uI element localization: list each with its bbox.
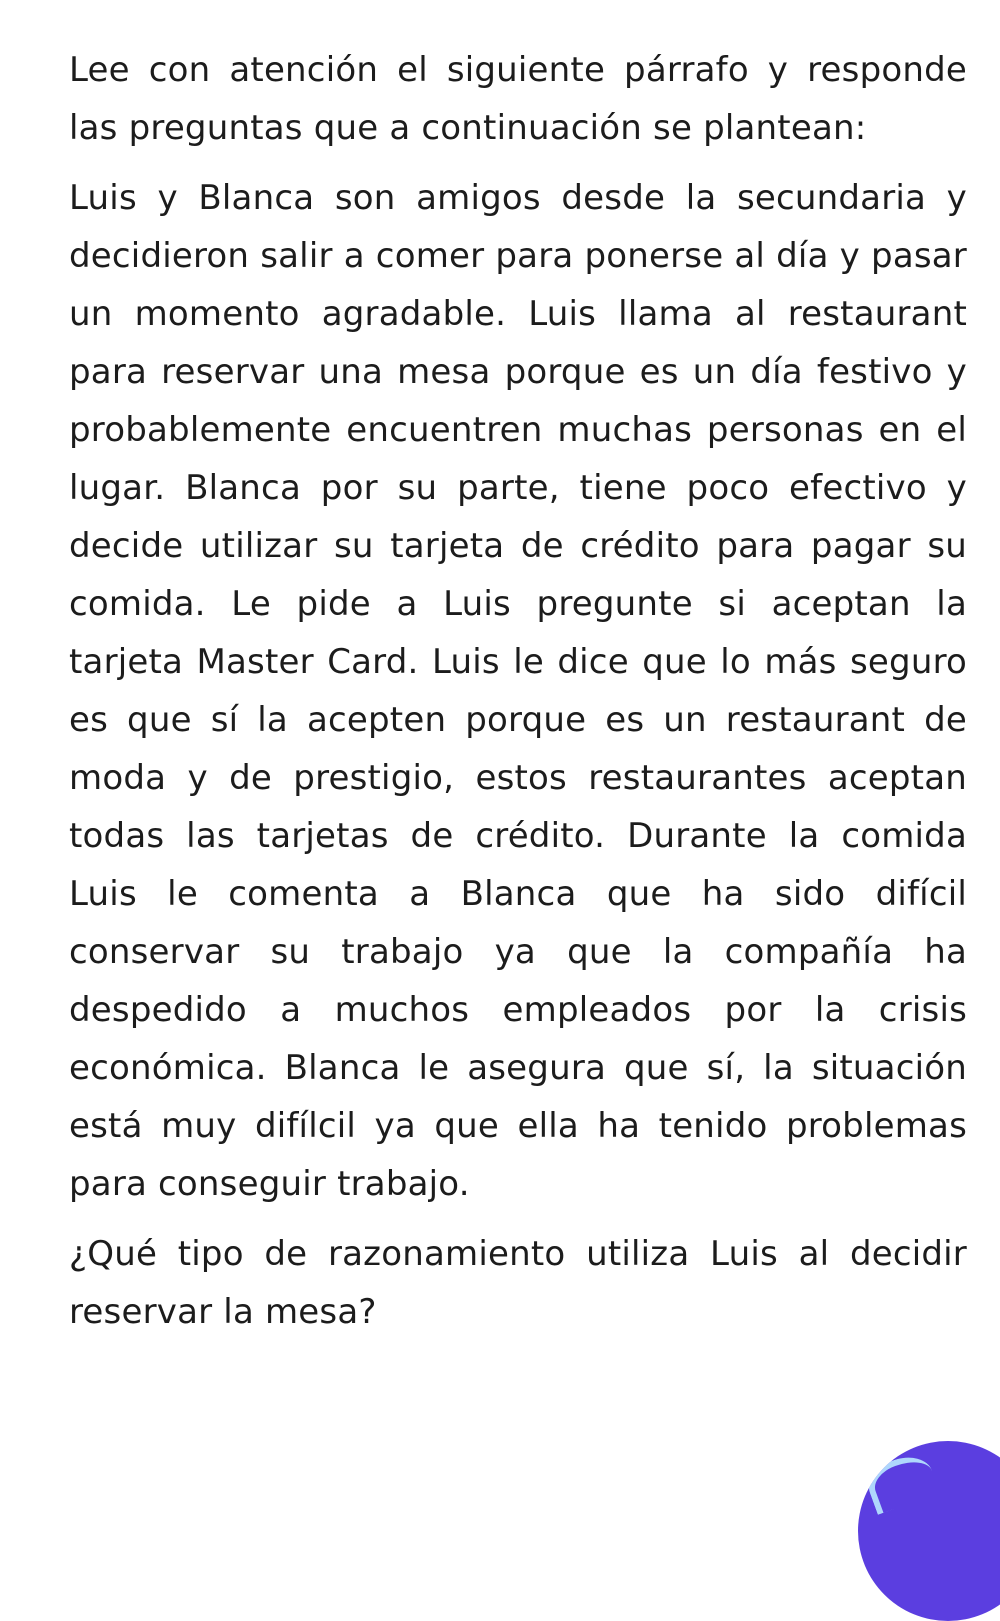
question-text: ¿Qué tipo de razonamiento utiliza Luis al decidir reservar la mesa? [69, 1234, 967, 1332]
instruction-text: Lee con atención el siguiente párrafo y responde las preguntas que a continuación se plantean: [69, 50, 967, 148]
reading-passage: Luis y Blanca son amigos desde la secundaria y decidieron salir a comer para ponerse al día y pasar un momento agradable. Luis llama al restaurant para reservar una mesa porque es un día festivo y probablemente encuentren muchas personas en el lugar. Blanca por su parte, tiene poco efectivo y decide utilizar su tarjeta de crédito para pagar su comida. Le pide a Luis pregunte si aceptan la tarjeta Master Card. Luis le dice que lo más seguro es que sí la acepten porque es un restaurant de moda y de prestigio, estos restaurantes aceptan todas las tarjetas de crédito. Durante la comida Luis le comenta a Blanca que ha sido difícil conservar su trabajo ya que la compañía ha despedido a muchos empleados por la crisis económica. Blanca le asegura que sí, la situación está muy difílcil ya que ella ha tenido problemas para conseguir trabajo. [69, 178, 967, 1204]
assistant-logo-icon [862, 1449, 940, 1515]
document-body [69, 41, 967, 1341]
floating-action-button[interactable] [858, 1441, 1000, 1621]
